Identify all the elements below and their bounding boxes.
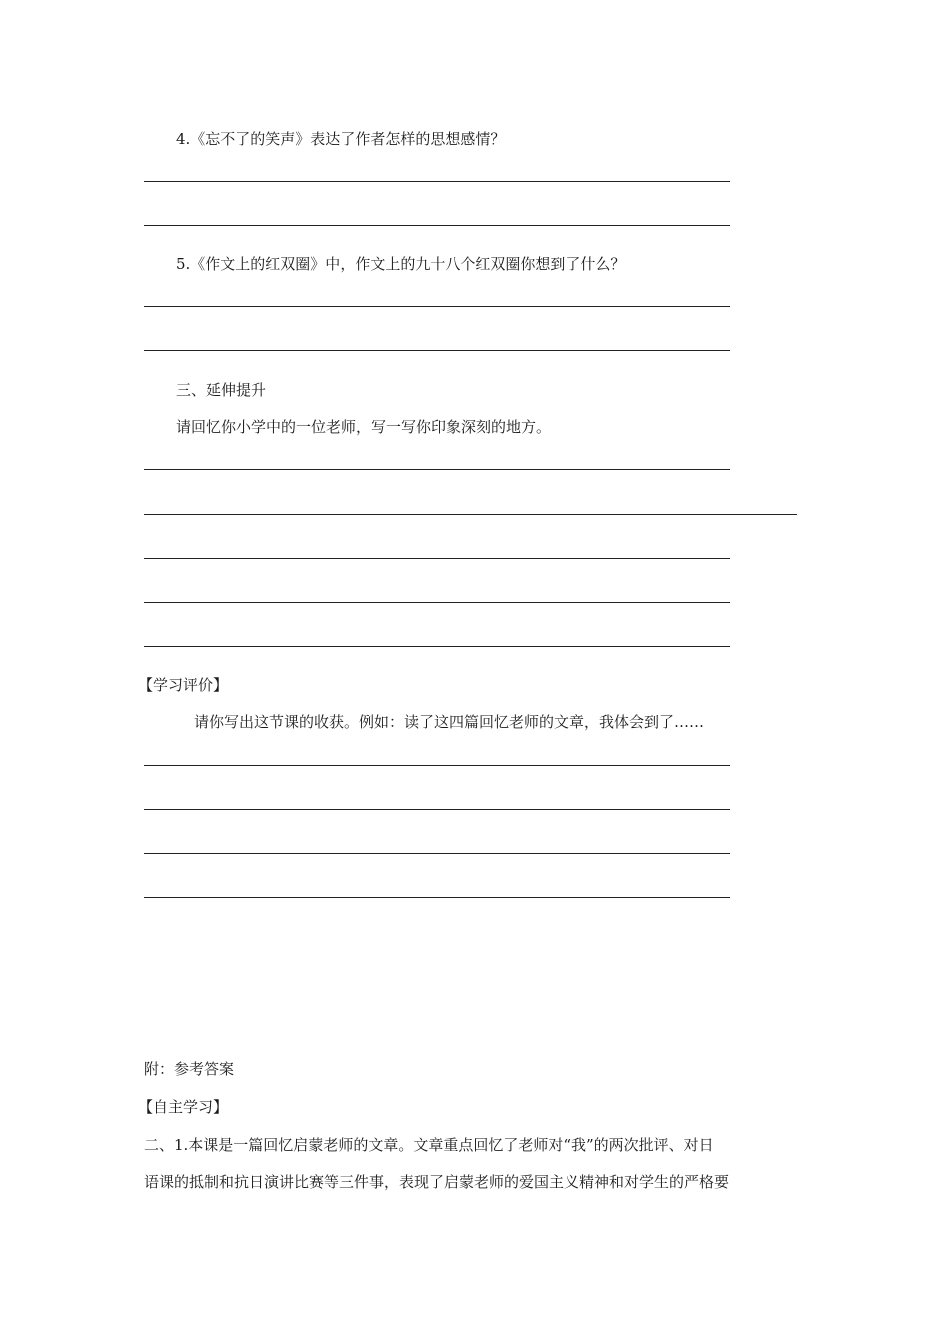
answer-text-line-1: 二、1.本课是一篇回忆启蒙老师的文章。文章重点回忆了老师对“我”的两次批评、对日: [144, 1136, 714, 1154]
answer-line: [144, 897, 730, 898]
answer-line: [144, 853, 730, 854]
answer-line: [144, 558, 730, 559]
answer-line: [144, 306, 730, 307]
evaluation-prompt: 请你写出这节课的收获。例如：读了这四篇回忆老师的文章，我体会到了……: [194, 713, 705, 731]
answer-line: [144, 350, 730, 351]
answer-line: [144, 514, 797, 515]
answer-line: [144, 809, 730, 810]
answer-line: [144, 646, 730, 647]
answer-line: [144, 765, 730, 766]
self-study-heading: 【自主学习】: [138, 1098, 229, 1116]
answer-line: [144, 181, 730, 182]
appendix-title: 附：参考答案: [144, 1060, 235, 1078]
answer-line: [144, 469, 730, 470]
answer-line: [144, 225, 730, 226]
answer-text-line-2: 语课的抵制和抗日演讲比赛等三件事，表现了启蒙老师的爱国主义精神和对学生的严格要: [144, 1173, 730, 1191]
answer-line: [144, 602, 730, 603]
extension-prompt: 请回忆你小学中的一位老师，写一写你印象深刻的地方。: [176, 418, 552, 436]
evaluation-heading: 【学习评价】: [138, 676, 229, 694]
question-5: 5.《作文上的红双圈》中，作文上的九十八个红双圈你想到了什么？: [176, 255, 626, 273]
section-heading-extension: 三、延伸提升: [176, 381, 267, 399]
question-4: 4.《忘不了的笑声》表达了作者怎样的思想感情？: [176, 130, 506, 148]
